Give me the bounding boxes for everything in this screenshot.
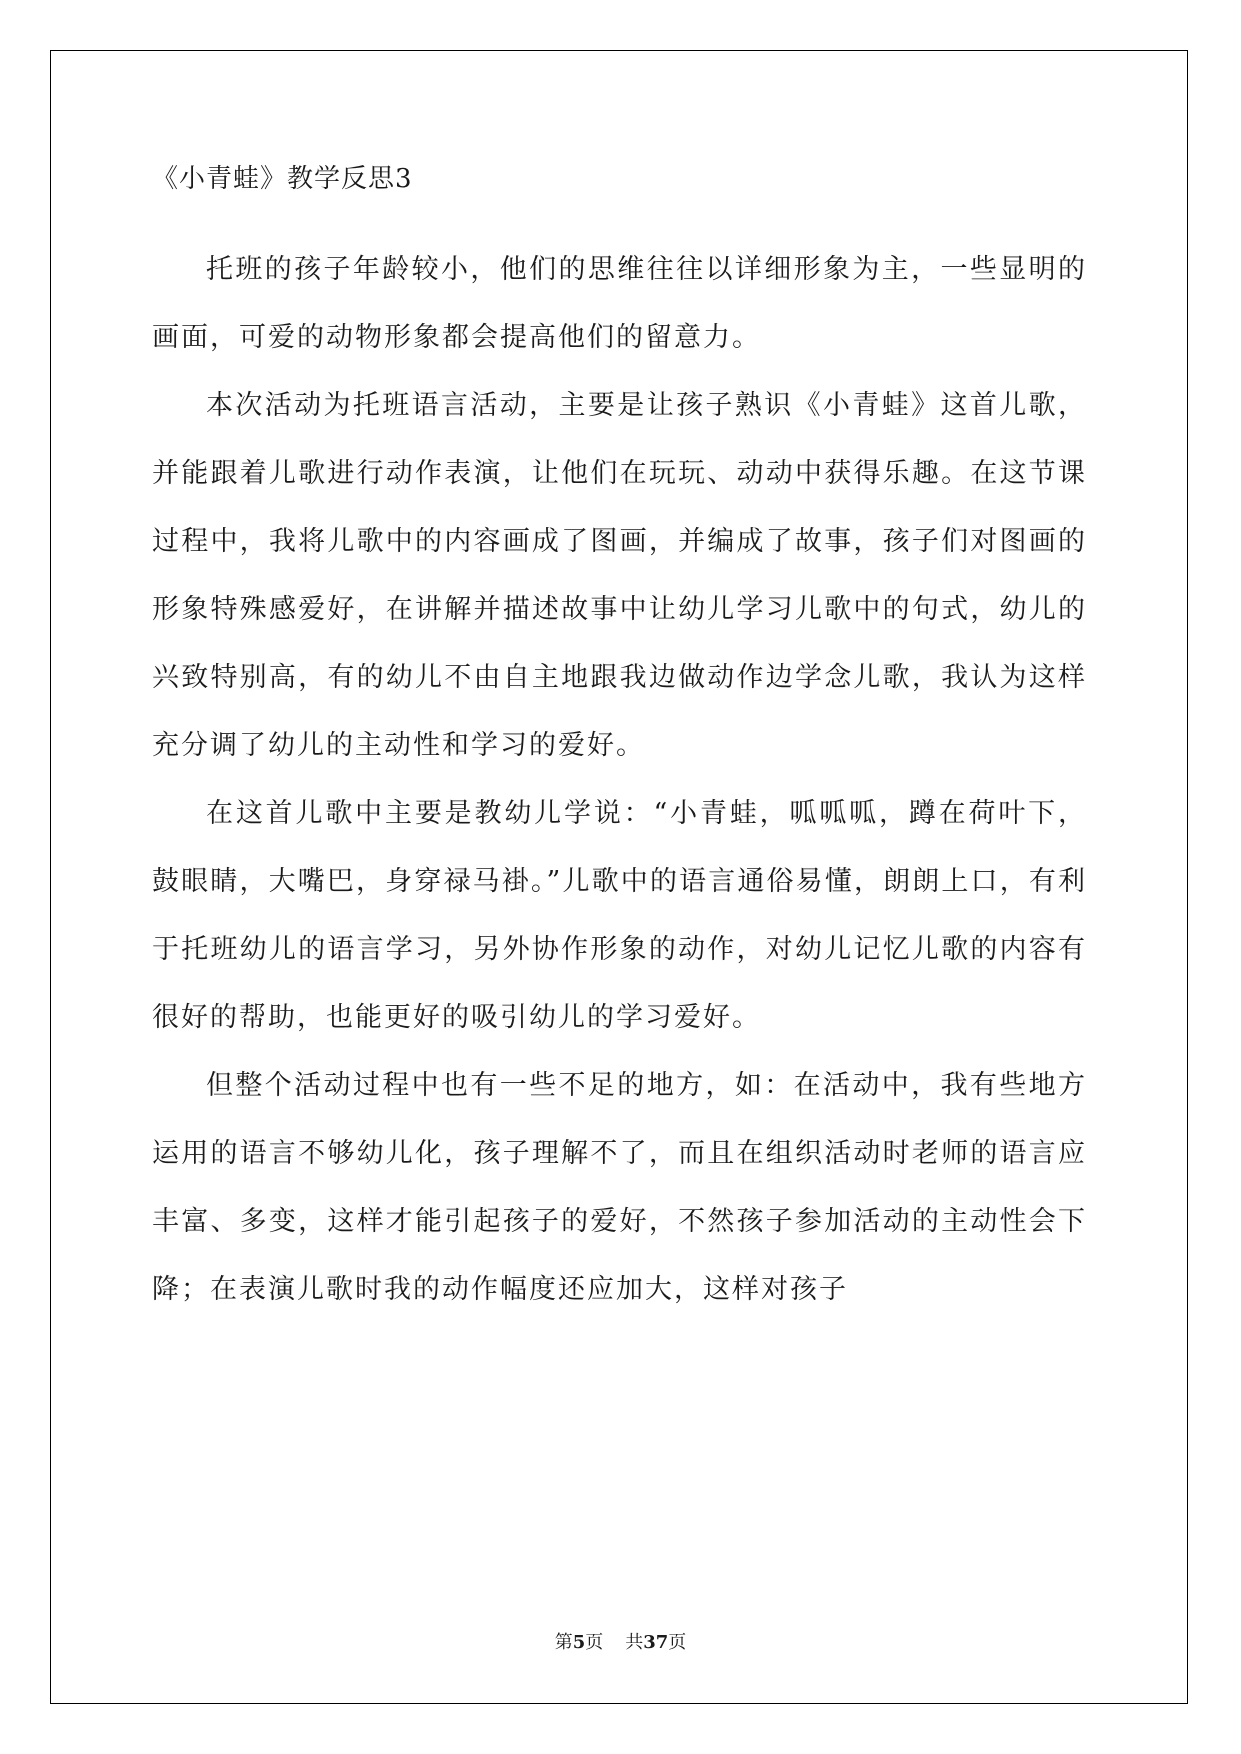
page-suffix: 页 [585, 1632, 604, 1653]
document-body [152, 162, 1087, 1324]
paragraph-3: 在这首儿歌中主要是教幼儿学说：“小青蛙，呱呱呱，蹲在荷叶下，鼓眼睛，大嘴巴，身穿禄马褂。”儿歌中的语言通俗易懂，朗朗上口，有利于托班幼儿的语言学习，另外协作形象的动作，对幼儿记忆儿歌的内容有很好的帮助，也能更好的吸引幼儿的学习爱好。 [152, 798, 1087, 1033]
total-suffix: 页 [668, 1632, 687, 1653]
page-footer [0, 1628, 1241, 1654]
page-prefix: 第 [554, 1632, 573, 1653]
paragraph-1: 托班的孩子年龄较小，他们的思维往往以详细形象为主，一些显明的画面，可爱的动物形象都会提高他们的留意力。 [152, 254, 1087, 353]
total-prefix: 共 [625, 1632, 644, 1653]
page-number: 5 [572, 1632, 586, 1653]
total-pages: 37 [643, 1632, 669, 1653]
document-title: 《小青蛙》教学反思3 [152, 164, 413, 194]
paragraph-4: 但整个活动过程中也有一些不足的地方，如：在活动中，我有些地方运用的语言不够幼儿化，孩子理解不了，而且在组织活动时老师的语言应丰富、多变，这样才能引起孩子的爱好，不然孩子参加活动的主动性会下降；在表演儿歌时我的动作幅度还应加大，这样对孩子 [152, 1070, 1087, 1305]
paragraph-2: 本次活动为托班语言活动，主要是让孩子熟识《小青蛙》这首儿歌，并能跟着儿歌进行动作表演，让他们在玩玩、动动中获得乐趣。在这节课过程中，我将儿歌中的内容画成了图画，并编成了故事，孩子们对图画的形象特殊感爱好，在讲解并描述故事中让幼儿学习儿歌中的句式，幼儿的兴致特别高，有的幼儿不由自主地跟我边做动作边学念儿歌，我认为这样充分调了幼儿的主动性和学习的爱好。 [152, 390, 1087, 761]
